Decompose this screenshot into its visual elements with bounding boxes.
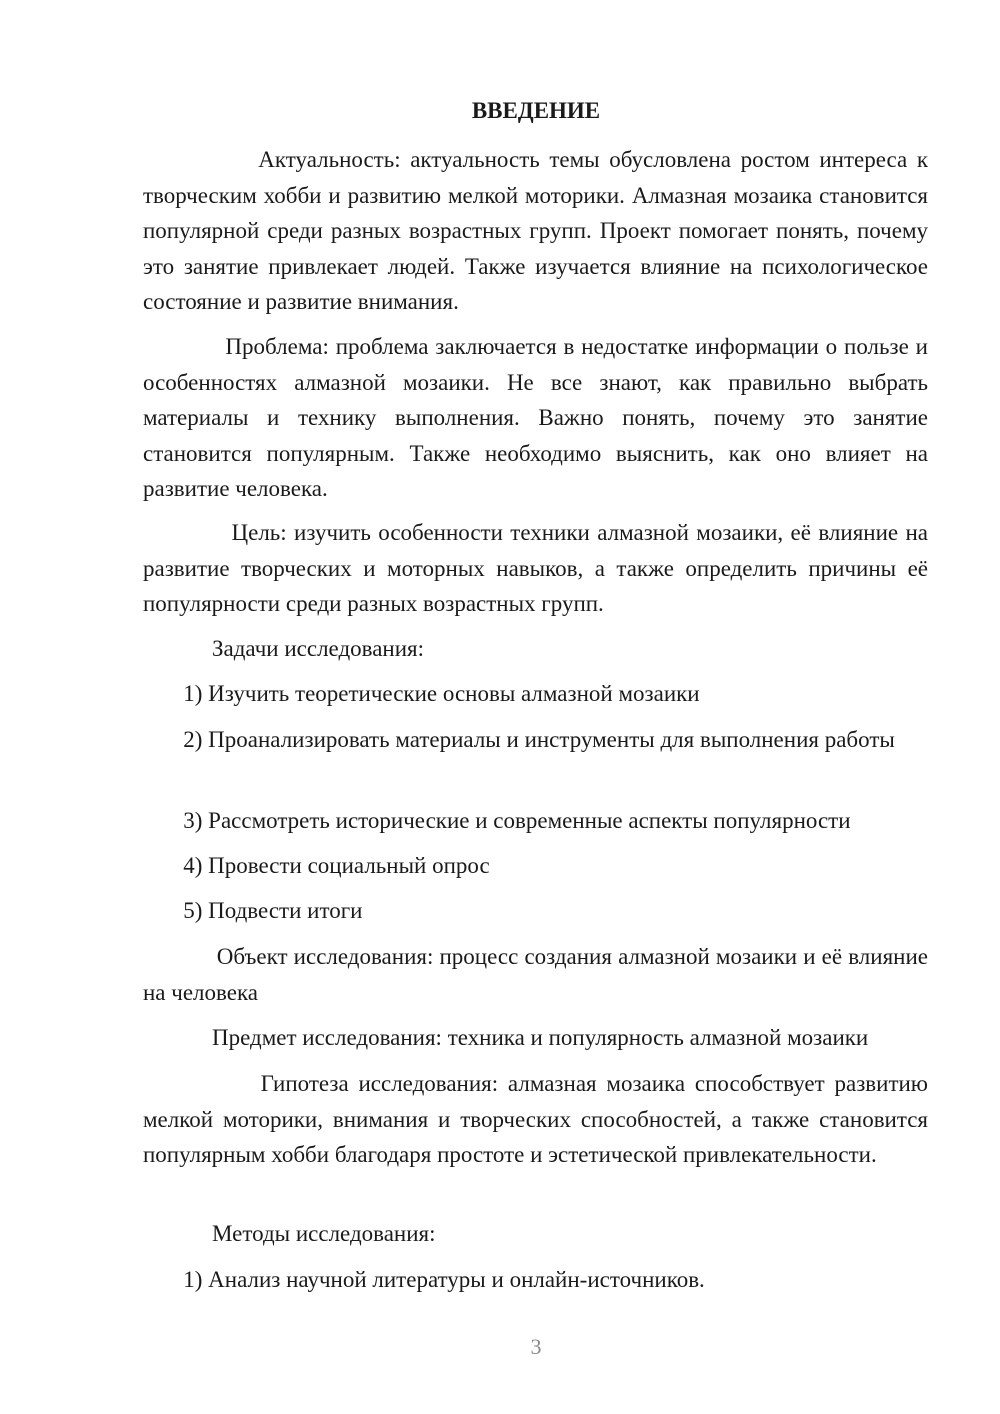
object-paragraph: Объект исследования: процесс создания алмазной мозаики и её влияние на человека (143, 944, 928, 1005)
page-title: ВВЕДЕНИЕ (471, 98, 601, 123)
task-item-4: 4) Провести социальный опрос (143, 853, 490, 878)
relevance-paragraph: Актуальность: актуальность темы обусловлена ростом интереса к творческим хобби и развитию мелкой моторики. Алмазная мозаика становится популярной среди разных возрастных групп. Проект помогает понять, почему это занятие привлекает людей. Также изучается влияние на психологическое состояние и развитие внимания. (143, 147, 928, 314)
page-number: 3 (530, 1334, 542, 1359)
goal-paragraph: Цель: изучить особенности техники алмазной мозаики, её влияние на развитие творческих и моторных навыков, а также определить причины её популярности среди разных возрастных групп. (143, 520, 928, 616)
subject-paragraph: Предмет исследования: техника и популярность алмазной мозаики (143, 1025, 869, 1050)
problem-paragraph: Проблема: проблема заключается в недостатке информации о пользе и особенностях алмазной мозаики. Не все знают, как правильно выбрать материалы и технику выполнения. Важно понять, почему это занятие становится популярным. Также необходимо выяснить, как оно влияет на развитие человека. (143, 334, 928, 501)
hypothesis-paragraph: Гипотеза исследования: алмазная мозаика способствует развитию мелкой моторики, внимания и творческих способностей, а также становится популярным хобби благодаря простоте и эстетической привлекательности. (143, 1071, 928, 1167)
methods-heading: Методы исследования: (143, 1221, 436, 1246)
tasks-heading: Задачи исследования: (143, 636, 425, 661)
task-item-1: 1) Изучить теоретические основы алмазной мозаики (143, 681, 700, 706)
task-item-5: 5) Подвести итоги (143, 898, 363, 923)
task-item-3: 3) Рассмотреть исторические и современные аспекты популярности (143, 808, 851, 833)
task-item-2: 2) Проанализировать материалы и инструменты для выполнения работы (143, 727, 895, 752)
method-item-1: 1) Анализ научной литературы и онлайн-источников. (143, 1267, 705, 1292)
